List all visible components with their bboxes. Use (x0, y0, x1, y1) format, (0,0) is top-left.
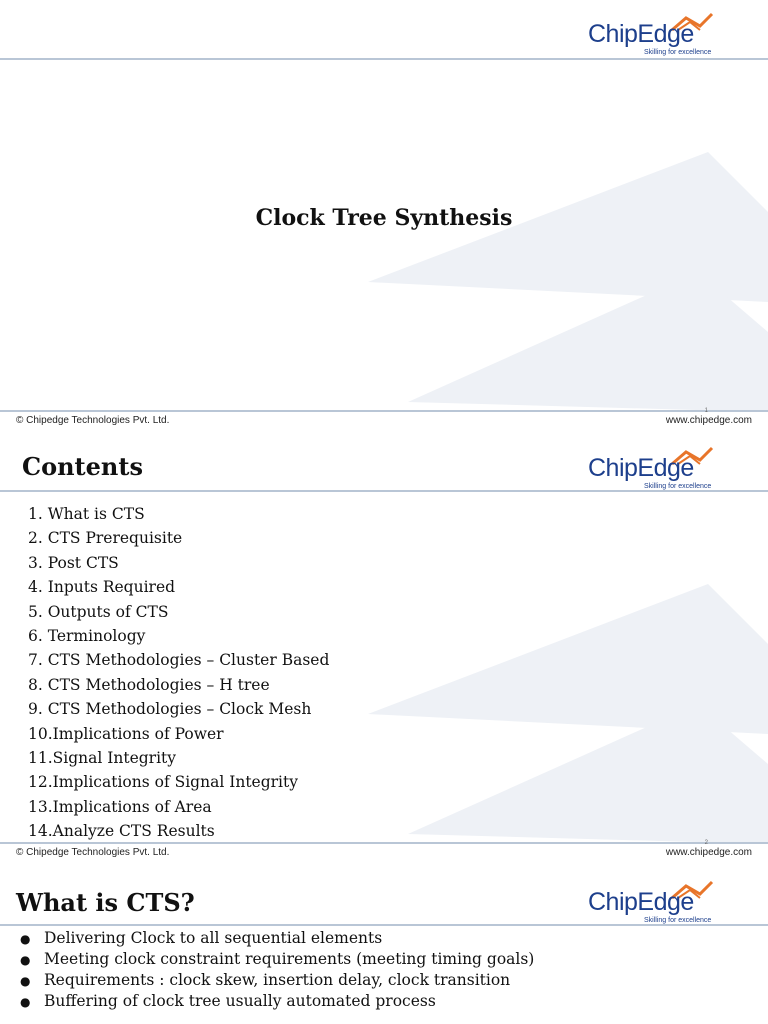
list-item: 5. Outputs of CTS (28, 602, 169, 621)
header-divider (0, 924, 768, 926)
contents-list (28, 502, 329, 843)
slide-title: Contents (22, 452, 143, 481)
slide-title-page (0, 0, 768, 432)
header-divider (0, 490, 768, 492)
footer-copyright: © Chipedge Technologies Pvt. Ltd. (16, 415, 170, 426)
page-number: 1 (704, 408, 708, 414)
list-item (20, 991, 534, 1012)
logo-tagline: Skilling for excellence (644, 483, 712, 490)
slide-title: Clock Tree Synthesis (255, 205, 513, 231)
list-item: 7. CTS Methodologies – Cluster Based (28, 651, 330, 670)
chipedge-logo (588, 880, 728, 924)
bullet-text: Meeting clock constraint requirements (meeting timing goals) (44, 950, 535, 968)
list-item: 3. Post CTS (28, 553, 119, 572)
list-item: 1. What is CTS (28, 505, 145, 523)
logo-wordmark: ChipEdge (588, 20, 694, 48)
logo-wordmark: ChipEdge (588, 454, 694, 482)
list-item: 9. CTS Methodologies – Clock Mesh (28, 700, 312, 719)
slide-contents (0, 432, 768, 864)
list-item: 12.Implications of Signal Integrity (28, 773, 298, 792)
background-swoosh (368, 584, 768, 844)
logo-wordmark: ChipEdge (588, 888, 694, 916)
list-item: 4. Inputs Required (28, 578, 176, 597)
bullet-icon: ● (20, 932, 31, 946)
footer-divider (0, 842, 768, 844)
bullet-icon: ● (20, 953, 31, 967)
bullet-text: Requirements : clock skew, insertion delay, clock transition (44, 971, 511, 989)
list-item (20, 928, 534, 949)
bullet-icon: ● (20, 974, 31, 988)
bullet-text: Buffering of clock tree usually automated process (44, 992, 436, 1010)
footer-website: www.chipedge.com (665, 847, 752, 858)
list-item: 8. CTS Methodologies – H tree (28, 675, 270, 694)
list-item (20, 949, 534, 970)
footer-divider (0, 410, 768, 412)
slide-title: What is CTS? (16, 888, 195, 917)
list-item: 11.Signal Integrity (28, 748, 177, 767)
chipedge-logo (588, 12, 728, 56)
logo-tagline: Skilling for excellence (644, 917, 712, 924)
page-number: 2 (704, 840, 708, 846)
footer-website: www.chipedge.com (665, 415, 752, 426)
bullet-list (20, 928, 534, 1012)
bullet-icon: ● (20, 995, 31, 1009)
list-item: 2. CTS Prerequisite (28, 529, 183, 548)
list-item: 14.Analyze CTS Results (28, 822, 215, 841)
list-item: 6. Terminology (28, 626, 146, 645)
list-item: 13.Implications of Area (28, 797, 212, 816)
chipedge-logo (588, 446, 728, 490)
bullet-text: Delivering Clock to all sequential elements (44, 929, 383, 947)
list-item: 10.Implications of Power (28, 724, 224, 743)
logo-tagline: Skilling for excellence (644, 49, 712, 56)
header-divider (0, 58, 768, 60)
list-item (20, 970, 534, 991)
footer-copyright: © Chipedge Technologies Pvt. Ltd. (16, 847, 170, 858)
slide-what-is-cts (0, 864, 768, 1024)
background-swoosh (368, 152, 768, 412)
